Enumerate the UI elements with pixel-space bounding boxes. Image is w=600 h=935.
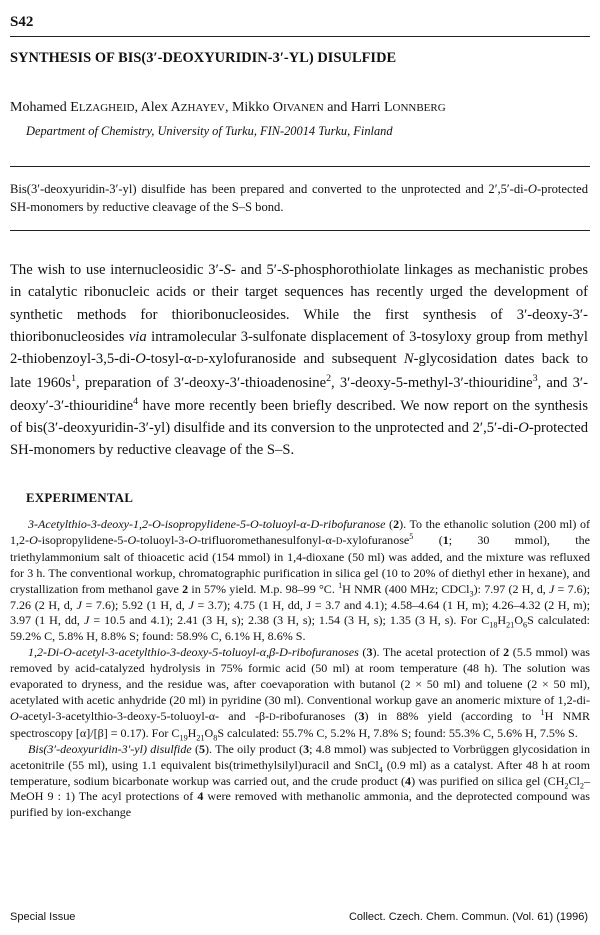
page-number: S42: [10, 14, 34, 30]
introduction-paragraph: The wish to use internucleosidic 3′-S- and 5′-S-phosphorothiolate linkages as mechanistic probes in catalytic ribonucleic acids or their target sequences has recently urged the development of synthetic methods for thioribonucleosides. While the first synthesis of 3′-deoxy-3′-thioribonucleosides via intramolecular 3-sulfonate displacement of 3-tosyloxy group from methyl 2-thiobenzoyl-3,5-di-O-tosyl-α-D-xylofuranoside and subsequent N-glycosidation dates back to late $1960s^1$, preparation of 3′-deoxy-3′-thioadenosine$^2$, 3′-deoxy-5-methyl-3′-thiouridine$^3$, and 3′-deoxy′-3′-thiouridine$^4$ have more recently been briefly described. We now report on the synthesis of bis(3′-deoxyuridin-3′-yl) disulfide and its conversion to the unprotected and 2′,5′-di-O-protected SH-monomers by reductive cleavage of the S–S.: [10, 262, 588, 459]
article-title: SYNTHESIS OF BIS(3′-DEOXYURIDIN-3′-YL) DISULFIDE: [10, 50, 397, 66]
header-rule: [10, 36, 590, 37]
abstract: Bis(3′-deoxyuridin-3′-yl) disulfide has been prepared and converted to the unprotected and 2′,5′-di-O-protected SH-monomers by reductive cleavage of the S–S bond.: [10, 182, 588, 214]
footer-issue: Special Issue: [10, 911, 76, 923]
affiliation: Department of Chemistry, University of Turku, FIN-20014 Turku, Finland: [26, 124, 393, 138]
abstract-bottom-rule: [10, 230, 590, 231]
reference-3: 3: [532, 373, 538, 385]
abstract-top-rule: [10, 166, 590, 167]
experimental-paragraph-3: Bis(3′-deoxyuridin-3′-yl) disulfide (5). The oily product (3; 4.8 mmol) was subjected to Vorbrüggen glycosidation in acetonitrile (55 ml), using 1.1 equivalent bis(trimethylsilyl)uracil and SnCl$_4$ (0.9 ml) as a catalyst. After 48 h at room temperature, sodium bicarbonate workup was carried out, and the crude product (4) was purified on silica gel ($CH_2Cl_2$–MeOH 9 : 1) The acyl protections of 4 were removed with methanolic ammonia, and the deprotected compound was purified by ion-exchange: [10, 741, 590, 820]
reference-2: 2: [326, 373, 332, 385]
author-list: Mohamed ELZAGHEID, Alex AZHAYEV, Mikko OIVANEN and Harri LONNBERG: [10, 100, 446, 115]
reference-4: 4: [133, 395, 139, 407]
experimental-heading: EXPERIMENTAL: [26, 491, 134, 505]
reference-1: 1: [71, 373, 77, 385]
footer-citation: Collect. Czech. Chem. Commun. (Vol. 61) (1996): [348, 911, 588, 923]
experimental-section: [10, 517, 590, 821]
experimental-paragraph-1: 3-Acetylthio-3-deoxy-1,2-O-isopropylidene-5-O-toluoyl-α-D-ribofuranose (2). To the ethanolic solution (200 ml) of 1,2-O-isopropylidene-5-O-toluoyl-3-O-trifluoromethanesulfonyl-α-D-xylofuranose$^5$ (1; 30 mmol), the triethylammonium salt of thioacetic acid (154 mmol) in 1,4-dioxane (50 ml) was added, and the mixture was refluxed for 3 h. The conventional workup, chromatographic purification in silica gel (10 to 20% of diethyl ether in hexane), and crystallization from methanol gave 2 in 57% yield. M.p. 98–99 °C. $^1$H NMR (400 MHz; CDCl$_3$): 7.97 (2 H, d, J = 7.6); 7.26 (2 H, d, J = 7.6); 5.92 (1 H, d, J = 3.7); 4.75 (1 H, dd, J = 3.7 and 4.1); 4.58–4.64 (1 H, m); 4.26–4.32 (2 H, m); 3.97 (1 H, dd, J = 10.5 and 4.1); 2.41 (3 H, s); 2.38 (3 H, s); 1.54 (3 H, s); 1.35 (3 H, s). For $C_{18}H_{21}O_6S$ calculated: 59.2% C, 5.8% H, 8.8% S; found: 58.9% C, 6.1% H, 8.6% S.: [10, 517, 591, 644]
experimental-paragraph-2: 1,2-Di-O-acetyl-3-acetylthio-3-deoxy-5-toluoyl-α,β-D-ribofuranoses (3). The acetal protection of 2 (5.5 mmol) was removed by acid-catalyzed hydrolysis in 75% formic acid (50 ml) at room temperature (48 h). The solution was evaporated to dryness, and the residue was, after coevaporation with butanol (2 × 50 ml) and toluene (2 × 50 ml), acetylated with acetic anhydride (20 ml) in pyridine (30 ml). Conventional workup gave an anomeric mixture of 1,2-di-O-acetyl-3-acetylthio-3-deoxy-5-toluoyl-α- and -β-D-ribofuranoses (3) in 88% yield (according to $^1$H NMR spectroscopy [α]/[β] = 0.17). For $C_{19}H_{21}O_8S$ calculated: 55.7% C, 5.2% H, 7.8% S; found: 55.3% C, 5.6% H, 7.5% S.: [10, 645, 590, 743]
